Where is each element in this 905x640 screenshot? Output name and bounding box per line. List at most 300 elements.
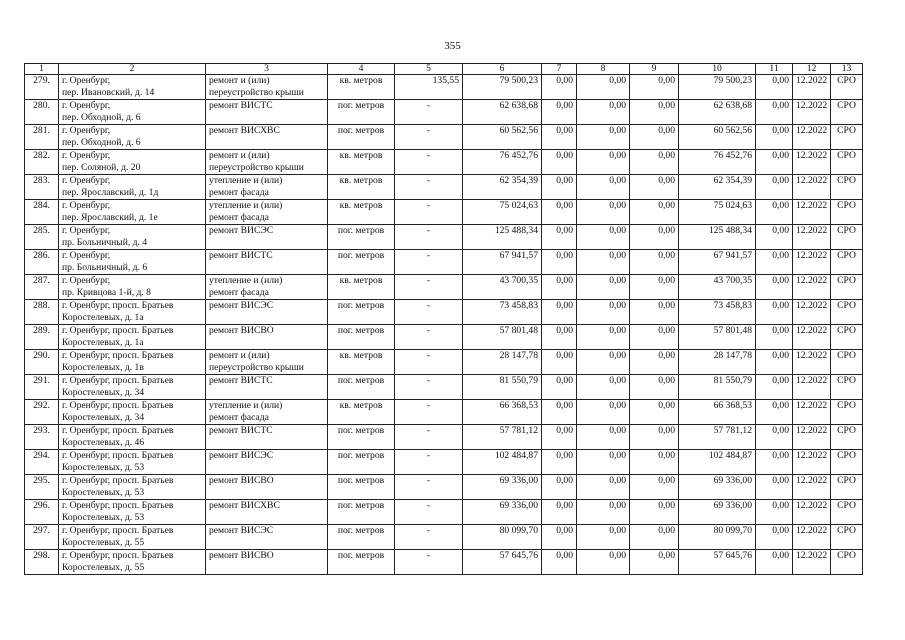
completion-date-cell: [793, 75, 831, 100]
method-cell: [831, 125, 863, 150]
address-line-2: пер. Обходной, д. 6: [62, 137, 141, 148]
fund-cell-9: [630, 475, 679, 500]
method-value: СРО: [837, 275, 856, 286]
method-cell: [831, 400, 863, 425]
completion-date-cell: [793, 450, 831, 475]
owner-funds-value: 67 941,57: [713, 250, 752, 261]
table-row: [25, 425, 863, 450]
address-line-1: г. Оренбург,: [62, 200, 111, 211]
fund-cell-9: [630, 325, 679, 350]
work-type-line-1: ремонт ВИСЭС: [209, 225, 274, 236]
quantity-value: -: [426, 550, 431, 561]
fund-cell-11: [756, 425, 793, 450]
address-line-1: г. Оренбург, просп. Братьев: [62, 350, 174, 361]
fund-value-7: 0,00: [556, 400, 573, 411]
completion-date-cell: [793, 525, 831, 550]
address-cell: [59, 325, 206, 350]
address-line-2: пер. Ивановский, д. 14: [62, 87, 155, 98]
completion-date-cell: [793, 200, 831, 225]
completion-date-value: 12.2022: [796, 400, 828, 411]
quantity-value: -: [426, 350, 431, 361]
total-cost-cell: [463, 150, 542, 175]
owner-funds-cell: [679, 175, 756, 200]
row-number: 290.: [33, 350, 50, 361]
quantity-value: -: [426, 525, 431, 536]
fund-value-8: 0,00: [609, 75, 626, 86]
total-cost-cell: [463, 75, 542, 100]
total-cost-cell: [463, 375, 542, 400]
fund-cell-8: [577, 225, 630, 250]
fund-cell-11: [756, 450, 793, 475]
fund-value-8: 0,00: [609, 300, 626, 311]
fund-value-9: 0,00: [658, 300, 675, 311]
method-value: СРО: [837, 325, 856, 336]
address-line-1: г. Оренбург, просп. Братьев: [62, 425, 174, 436]
fund-cell-7: [542, 175, 577, 200]
fund-value-8: 0,00: [609, 275, 626, 286]
address-line-2: Коростелевых, д. 1в: [62, 362, 144, 373]
fund-value-9: 0,00: [658, 375, 675, 386]
quantity-value: -: [426, 125, 431, 136]
row-number: 292.: [33, 400, 50, 411]
address-line-1: г. Оренбург,: [62, 75, 111, 86]
fund-cell-7: [542, 200, 577, 225]
unit-value: пог. метров: [337, 525, 385, 536]
fund-value-8: 0,00: [609, 150, 626, 161]
fund-value-9: 0,00: [658, 450, 675, 461]
fund-value-8: 0,00: [609, 225, 626, 236]
column-header-11: 11: [756, 64, 793, 75]
total-cost-value: 57 801,48: [499, 325, 538, 336]
quantity-cell: [395, 150, 463, 175]
completion-date-cell: [793, 225, 831, 250]
unit-cell: [328, 325, 395, 350]
address-cell: [59, 175, 206, 200]
address-cell: [59, 425, 206, 450]
total-cost-value: 79 500,23: [499, 75, 538, 86]
method-value: СРО: [837, 225, 856, 236]
work-type-cell: [206, 175, 328, 200]
address-cell: [59, 150, 206, 175]
row-number: 294.: [33, 450, 50, 461]
address-line-2: Коростелевых, д. 34: [62, 387, 145, 398]
fund-value-9: 0,00: [658, 175, 675, 186]
work-type-line-1: ремонт ВИСЭС: [209, 450, 274, 461]
fund-cell-11: [756, 150, 793, 175]
row-number: 293.: [33, 425, 50, 436]
fund-cell-7: [542, 250, 577, 275]
work-type-cell: [206, 475, 328, 500]
work-type-line-1: утепление и (или): [209, 275, 283, 286]
unit-value: кв. метров: [339, 75, 383, 86]
owner-funds-value: 62 638,68: [713, 100, 752, 111]
fund-cell-8: [577, 325, 630, 350]
fund-cell-8: [577, 250, 630, 275]
fund-cell-7: [542, 525, 577, 550]
completion-date-value: 12.2022: [796, 300, 828, 311]
owner-funds-value: 102 484,87: [708, 450, 752, 461]
method-value: СРО: [837, 250, 856, 261]
work-type-line-1: ремонт и (или): [209, 350, 270, 361]
row-number-cell: [25, 225, 59, 250]
unit-cell: [328, 525, 395, 550]
completion-date-cell: [793, 400, 831, 425]
quantity-value: -: [426, 450, 431, 461]
unit-cell: [328, 550, 395, 575]
fund-cell-9: [630, 350, 679, 375]
table-row: [25, 475, 863, 500]
row-number: 283.: [33, 175, 50, 186]
method-value: СРО: [837, 425, 856, 436]
address-line-1: г. Оренбург,: [62, 100, 111, 111]
address-line-2: Коростелевых, д. 34: [62, 412, 145, 423]
row-number-cell: [25, 125, 59, 150]
row-number: 281.: [33, 125, 50, 136]
completion-date-value: 12.2022: [796, 225, 828, 236]
fund-cell-8: [577, 125, 630, 150]
work-type-line-1: утепление и (или): [209, 400, 283, 411]
quantity-cell: [395, 250, 463, 275]
total-cost-cell: [463, 350, 542, 375]
total-cost-cell: [463, 500, 542, 525]
quantity-value: -: [426, 150, 431, 161]
unit-cell: [328, 475, 395, 500]
owner-funds-value: 28 147,78: [713, 350, 752, 361]
completion-date-value: 12.2022: [796, 250, 828, 261]
fund-cell-8: [577, 550, 630, 575]
owner-funds-cell: [679, 550, 756, 575]
quantity-value: -: [426, 500, 431, 511]
owner-funds-value: 69 336,00: [713, 500, 752, 511]
fund-cell-8: [577, 350, 630, 375]
fund-value-7: 0,00: [556, 200, 573, 211]
quantity-value: -: [426, 250, 431, 261]
work-type-line-1: ремонт ВИСХВС: [209, 500, 280, 511]
work-type-cell: [206, 325, 328, 350]
completion-date-value: 12.2022: [796, 100, 828, 111]
fund-cell-9: [630, 225, 679, 250]
method-value: СРО: [837, 200, 856, 211]
table-row: [25, 75, 863, 100]
page-number: 355: [444, 40, 461, 52]
fund-value-9: 0,00: [658, 350, 675, 361]
total-cost-cell: [463, 250, 542, 275]
work-type-line-2: ремонт фасада: [209, 287, 269, 298]
fund-cell-9: [630, 525, 679, 550]
method-cell: [831, 200, 863, 225]
fund-value-8: 0,00: [609, 175, 626, 186]
quantity-value: -: [426, 475, 431, 486]
fund-value-8: 0,00: [609, 550, 626, 561]
total-cost-cell: [463, 225, 542, 250]
fund-cell-8: [577, 425, 630, 450]
method-cell: [831, 275, 863, 300]
address-line-2: пр. Кривцова 1-й, д. 8: [62, 287, 151, 298]
row-number-cell: [25, 500, 59, 525]
fund-value-9: 0,00: [658, 125, 675, 136]
fund-cell-9: [630, 150, 679, 175]
quantity-value: -: [426, 100, 431, 111]
fund-value-7: 0,00: [556, 150, 573, 161]
total-cost-cell: [463, 100, 542, 125]
completion-date-value: 12.2022: [796, 425, 828, 436]
fund-cell-8: [577, 150, 630, 175]
unit-cell: [328, 275, 395, 300]
fund-value-9: 0,00: [658, 400, 675, 411]
fund-value-9: 0,00: [658, 200, 675, 211]
method-value: СРО: [837, 350, 856, 361]
work-type-line-1: ремонт ВИСХВС: [209, 125, 280, 136]
quantity-value: -: [426, 275, 431, 286]
quantity-value: -: [426, 325, 431, 336]
row-number: 284.: [33, 200, 50, 211]
fund-cell-7: [542, 275, 577, 300]
fund-value-7: 0,00: [556, 125, 573, 136]
work-type-cell: [206, 225, 328, 250]
unit-value: пог. метров: [337, 450, 385, 461]
address-line-1: г. Оренбург, просп. Братьев: [62, 375, 174, 386]
fund-value-11: 0,00: [772, 325, 789, 336]
fund-value-9: 0,00: [658, 425, 675, 436]
total-cost-value: 73 458,83: [499, 300, 538, 311]
fund-cell-7: [542, 400, 577, 425]
completion-date-value: 12.2022: [796, 125, 828, 136]
fund-cell-9: [630, 400, 679, 425]
fund-cell-7: [542, 225, 577, 250]
owner-funds-value: 43 700,35: [713, 275, 752, 286]
address-line-1: г. Оренбург, просп. Братьев: [62, 550, 174, 561]
row-number-cell: [25, 550, 59, 575]
column-header-1: 1: [25, 64, 59, 75]
row-number-cell: [25, 325, 59, 350]
fund-cell-8: [577, 400, 630, 425]
fund-cell-8: [577, 475, 630, 500]
address-line-1: г. Оренбург, просп. Братьев: [62, 325, 174, 336]
fund-value-9: 0,00: [658, 225, 675, 236]
owner-funds-cell: [679, 400, 756, 425]
row-number-cell: [25, 350, 59, 375]
method-value: СРО: [837, 450, 856, 461]
table-row: [25, 450, 863, 475]
unit-cell: [328, 75, 395, 100]
fund-cell-11: [756, 500, 793, 525]
table-row: [25, 400, 863, 425]
work-type-line-1: ремонт ВИСТС: [209, 100, 273, 111]
completion-date-cell: [793, 350, 831, 375]
completion-date-cell: [793, 475, 831, 500]
fund-cell-11: [756, 375, 793, 400]
fund-value-11: 0,00: [772, 300, 789, 311]
method-cell: [831, 475, 863, 500]
work-type-line-1: утепление и (или): [209, 200, 283, 211]
quantity-value: -: [426, 200, 431, 211]
owner-funds-value: 79 500,23: [713, 75, 752, 86]
completion-date-value: 12.2022: [796, 550, 828, 561]
fund-value-9: 0,00: [658, 325, 675, 336]
fund-cell-8: [577, 500, 630, 525]
table-row: [25, 525, 863, 550]
fund-cell-9: [630, 450, 679, 475]
fund-value-7: 0,00: [556, 525, 573, 536]
fund-value-8: 0,00: [609, 450, 626, 461]
fund-cell-11: [756, 75, 793, 100]
fund-cell-7: [542, 325, 577, 350]
row-number-cell: [25, 175, 59, 200]
row-number: 291.: [33, 375, 50, 386]
method-value: СРО: [837, 400, 856, 411]
total-cost-value: 102 484,87: [494, 450, 538, 461]
quantity-cell: [395, 350, 463, 375]
total-cost-cell: [463, 525, 542, 550]
quantity-value: 135,55: [432, 75, 459, 86]
unit-cell: [328, 375, 395, 400]
completion-date-cell: [793, 550, 831, 575]
method-cell: [831, 250, 863, 275]
fund-value-11: 0,00: [772, 275, 789, 286]
row-number: 297.: [33, 525, 50, 536]
fund-value-9: 0,00: [658, 275, 675, 286]
unit-cell: [328, 300, 395, 325]
method-cell: [831, 550, 863, 575]
owner-funds-cell: [679, 525, 756, 550]
quantity-cell: [395, 100, 463, 125]
fund-cell-11: [756, 325, 793, 350]
completion-date-cell: [793, 100, 831, 125]
row-number-cell: [25, 75, 59, 100]
completion-date-cell: [793, 300, 831, 325]
method-value: СРО: [837, 300, 856, 311]
unit-value: кв. метров: [339, 200, 383, 211]
address-line-1: г. Оренбург, просп. Братьев: [62, 475, 174, 486]
table-row: [25, 100, 863, 125]
fund-value-9: 0,00: [658, 100, 675, 111]
address-line-2: пр. Больничный, д. 4: [62, 237, 148, 248]
total-cost-cell: [463, 125, 542, 150]
owner-funds-cell: [679, 325, 756, 350]
fund-value-7: 0,00: [556, 375, 573, 386]
address-line-1: г. Оренбург,: [62, 125, 111, 136]
address-cell: [59, 375, 206, 400]
fund-value-11: 0,00: [772, 375, 789, 386]
owner-funds-cell: [679, 275, 756, 300]
work-type-cell: [206, 500, 328, 525]
work-type-line-1: ремонт ВИСЭС: [209, 525, 274, 536]
fund-cell-9: [630, 550, 679, 575]
quantity-cell: [395, 525, 463, 550]
row-number-cell: [25, 150, 59, 175]
owner-funds-cell: [679, 225, 756, 250]
unit-value: кв. метров: [339, 175, 383, 186]
unit-cell: [328, 250, 395, 275]
fund-cell-11: [756, 250, 793, 275]
address-line-1: г. Оренбург, просп. Братьев: [62, 500, 174, 511]
address-cell: [59, 400, 206, 425]
fund-value-7: 0,00: [556, 550, 573, 561]
fund-cell-7: [542, 75, 577, 100]
unit-cell: [328, 350, 395, 375]
unit-value: пог. метров: [337, 325, 385, 336]
fund-cell-11: [756, 300, 793, 325]
completion-date-value: 12.2022: [796, 375, 828, 386]
address-line-2: Коростелевых, д. 55: [62, 562, 145, 573]
address-line-2: пер. Ярославский, д. 1е: [62, 212, 158, 223]
work-type-line-1: ремонт ВИСВО: [209, 550, 274, 561]
owner-funds-value: 125 488,34: [708, 225, 752, 236]
quantity-cell: [395, 75, 463, 100]
fund-cell-7: [542, 475, 577, 500]
total-cost-value: 67 941,57: [499, 250, 538, 261]
fund-cell-7: [542, 350, 577, 375]
owner-funds-value: 66 368,53: [713, 400, 752, 411]
completion-date-cell: [793, 275, 831, 300]
owner-funds-value: 76 452,76: [713, 150, 752, 161]
fund-value-11: 0,00: [772, 550, 789, 561]
fund-value-11: 0,00: [772, 225, 789, 236]
fund-cell-7: [542, 375, 577, 400]
table-row: [25, 300, 863, 325]
fund-value-7: 0,00: [556, 450, 573, 461]
total-cost-cell: [463, 325, 542, 350]
row-number-cell: [25, 300, 59, 325]
method-cell: [831, 450, 863, 475]
fund-value-7: 0,00: [556, 325, 573, 336]
row-number-cell: [25, 275, 59, 300]
total-cost-value: 81 550,79: [499, 375, 538, 386]
fund-cell-9: [630, 75, 679, 100]
row-number-cell: [25, 375, 59, 400]
fund-value-9: 0,00: [658, 550, 675, 561]
total-cost-value: 69 336,00: [499, 500, 538, 511]
fund-value-8: 0,00: [609, 525, 626, 536]
row-number: 287.: [33, 275, 50, 286]
method-value: СРО: [837, 100, 856, 111]
address-line-2: пер. Соляной, д. 20: [62, 162, 141, 173]
unit-value: пог. метров: [337, 225, 385, 236]
fund-cell-11: [756, 200, 793, 225]
fund-cell-11: [756, 100, 793, 125]
completion-date-value: 12.2022: [796, 475, 828, 486]
fund-cell-7: [542, 425, 577, 450]
total-cost-cell: [463, 400, 542, 425]
owner-funds-value: 57 645,76: [713, 550, 752, 561]
fund-value-11: 0,00: [772, 425, 789, 436]
fund-value-11: 0,00: [772, 450, 789, 461]
table-row: [25, 275, 863, 300]
address-cell: [59, 125, 206, 150]
quantity-cell: [395, 325, 463, 350]
fund-value-8: 0,00: [609, 375, 626, 386]
quantity-cell: [395, 200, 463, 225]
completion-date-value: 12.2022: [796, 275, 828, 286]
row-number: 285.: [33, 225, 50, 236]
repair-schedule-table: [24, 63, 863, 575]
unit-cell: [328, 150, 395, 175]
address-cell: [59, 250, 206, 275]
fund-cell-7: [542, 550, 577, 575]
work-type-cell: [206, 275, 328, 300]
address-line-1: г. Оренбург,: [62, 225, 111, 236]
fund-cell-9: [630, 250, 679, 275]
method-value: СРО: [837, 550, 856, 561]
owner-funds-cell: [679, 200, 756, 225]
fund-value-11: 0,00: [772, 150, 789, 161]
total-cost-cell: [463, 200, 542, 225]
fund-value-8: 0,00: [609, 500, 626, 511]
method-cell: [831, 425, 863, 450]
completion-date-value: 12.2022: [796, 150, 828, 161]
fund-value-7: 0,00: [556, 425, 573, 436]
work-type-line-2: переустройство крыши: [209, 162, 304, 173]
